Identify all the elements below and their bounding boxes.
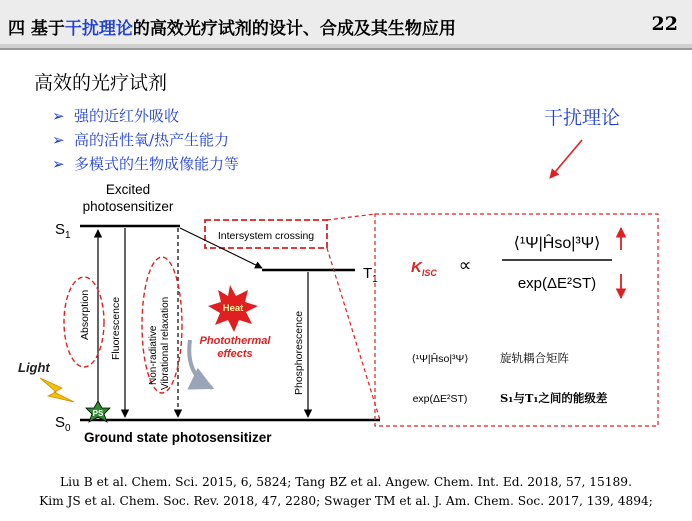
nonradiative-label-1: Non-radiative [148, 325, 159, 385]
legend-text-1: 旋轨耦合矩阵 [500, 351, 569, 365]
s1-label: $S_1$ [55, 221, 71, 241]
curved-heat-arrow [189, 340, 212, 388]
excited-label-2: photosensitizer [82, 199, 174, 214]
bullet-text: 强的近红外吸收 [74, 107, 180, 125]
light-label: Light [18, 360, 50, 375]
reference-line-1: Liu B et al. Chem. Sci. 2015, 6, 5824; Tang BZ et al. Angew. Chem. Int. Ed. 2018, 57, 15189. [60, 475, 632, 489]
fluorescence-label: Fluorescence [110, 296, 122, 360]
arrow-bullet-icon: ➢ [52, 107, 65, 125]
bullet-text: 高的活性氧/热产生能力 [74, 131, 230, 149]
heat-label: Heat [222, 303, 244, 314]
arrow-bullet-icon: ➢ [52, 131, 65, 149]
title-prefix: 四 基于 [8, 19, 65, 39]
arrow-bullet-icon: ➢ [52, 155, 65, 173]
legend-symbol-2: exp(ΔE²ST) [412, 393, 468, 405]
legend-symbol-1: ⟨¹Ψ|Ĥso|³Ψ⟩ [411, 353, 469, 365]
title-highlight: 干扰理论 [64, 19, 133, 39]
formula-denominator: exp(ΔE²ST) [517, 275, 597, 292]
s0-label: $S_0$ [55, 414, 71, 434]
title-suffix: 的高效光疗试剂的设计、合成及其生物应用 [132, 19, 456, 39]
interference-theory-label: 干扰理论 [544, 107, 621, 129]
proportional-symbol: ∝ [458, 255, 472, 275]
pointer-arrow [550, 140, 582, 178]
legend-text-2: S₁与T₁之间的能级差 [500, 391, 608, 405]
k-isc-label: $K_{ISC}$ [411, 259, 437, 278]
isc-label: Intersystem crossing [217, 230, 315, 242]
lightning-icon [40, 378, 74, 402]
phosphorescence-label: Phosphorescence [293, 310, 305, 395]
ps-label: PS [92, 409, 104, 418]
t1-label: $T_1$ [363, 265, 378, 285]
photothermal-label-2: effects [217, 348, 253, 360]
reference-line-2: Kim JS et al. Chem. Soc. Rev. 2018, 47, 2280; Swager TM et al. J. Am. Chem. Soc. 2017, 139, 4894; [39, 494, 653, 508]
section-subtitle: 高效的光疗试剂 [34, 72, 168, 94]
absorption-label: Absorption [79, 289, 91, 340]
zoom-line-top [327, 214, 375, 220]
photothermal-label-1: Photothermal [199, 335, 271, 347]
bullet-text: 多模式的生物成像能力等 [74, 155, 240, 173]
nonradiative-label-2: Vibrational relaxation [160, 296, 171, 390]
ground-state-label: Ground state photosensitizer [84, 430, 272, 445]
excited-label: Excited [105, 182, 151, 197]
page-number: 22 [651, 13, 678, 35]
formula-numerator: ⟨¹Ψ|Ĥso|³Ψ⟩ [513, 235, 601, 252]
